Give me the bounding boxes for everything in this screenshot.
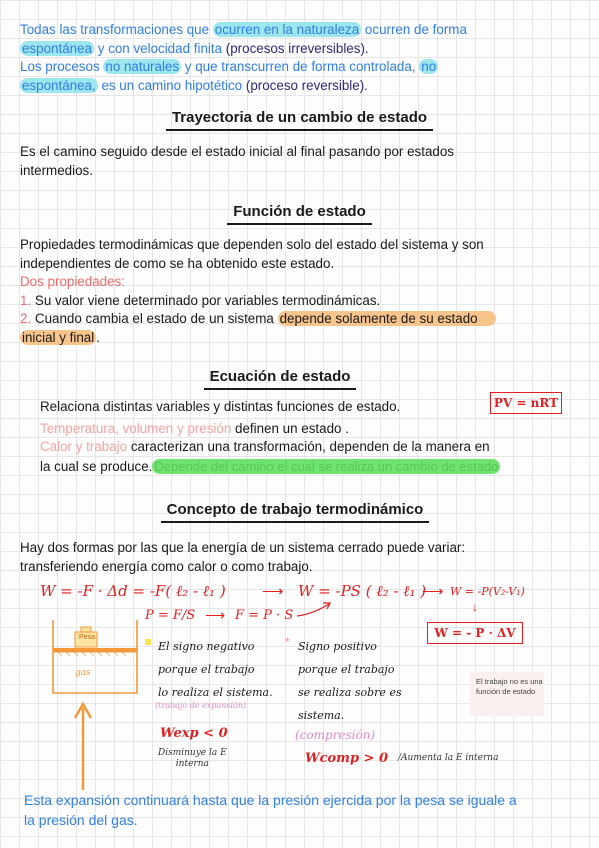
highlight-espontanea: espontánea	[22, 40, 92, 56]
side-note-text: El trabajo no es una función de estado	[476, 677, 543, 696]
compresion-label: (compresión)	[295, 728, 376, 742]
disminuye-note: Disminuye la E interna	[158, 748, 227, 769]
wexp-formula: Wexp < 0	[160, 726, 228, 741]
heading-trabajo: Concepto de trabajo termodinámico	[0, 501, 590, 523]
intro-paragraph	[20, 21, 585, 95]
curved-arrow-icon	[295, 600, 335, 620]
trayectoria-paragraph: Es el camino seguido desde el estado inicial al final pasando por estados intermedios.	[20, 144, 454, 178]
negative-sign-note: El signo negativo porque el trabajo lo realiza el sistema.	[158, 640, 273, 699]
intro-line-3: Los procesos no naturales y que transcurren de forma controlada, no	[20, 59, 437, 74]
propiedad-1: 1. Su valor viene determinado por variables termodinámicas.	[20, 292, 381, 308]
ecuacion-line-4: la cual se produce. Depende del camino el cual se realiza un cambio de estado	[40, 459, 499, 474]
arrow-right-icon: ⟶	[422, 583, 444, 600]
formula-trabajo-presion: W = -PS ( ℓ₂ - ℓ₁ )	[298, 582, 427, 600]
formula-w-p-dv: W = - P · ΔV	[427, 622, 523, 644]
funcion-paragraph: Propiedades termodinámicas que dependen solo del estado del sistema y son independientes de como se ha obtenido este estado. Dos propiedades: 1. Su valor viene determinado por variables termodinámicas. 2. Cuando cambia el estado de un sistema depende solamente de su estado inicial y final .	[20, 236, 590, 347]
arrow-right-icon: ⟶	[205, 607, 226, 623]
heading-trayectoria: Trayectoria de un cambio de estado	[0, 109, 599, 131]
formula-pv-nrt: PV = nRT	[490, 392, 562, 414]
pesa-label: Pesa	[79, 634, 95, 641]
bullet-yellow-icon	[145, 639, 151, 645]
highlight-no-naturales: no naturales	[105, 59, 180, 74]
highlight-depende-estado: depende solamente de su estado	[278, 311, 496, 326]
formula-trabajo-fuerza: W = -F · Δd = -F( ℓ₂ - ℓ₁ )	[40, 582, 226, 600]
dos-propiedades-label: Dos propiedades:	[20, 274, 125, 289]
formula-p-f-s: P = F/S	[145, 608, 196, 623]
formula-f-p-s: F = P · S	[235, 608, 294, 623]
piston-diagram	[50, 618, 140, 793]
aumenta-note: /Aumenta la E interna	[398, 753, 499, 763]
asterisk-icon: *	[285, 635, 290, 649]
positive-sign-note: Signo positivo porque el trabajo se realiza sobre es sistema.	[298, 640, 402, 722]
highlight-naturaleza: ocurren en la naturaleza	[214, 22, 360, 37]
arrow-down-icon: ↓	[472, 600, 478, 614]
trabajo-expansion-label: (trabajo de expansión)	[155, 701, 247, 710]
intro-line-1: Todas las transformaciones que ocurren en la naturaleza ocurren de forma	[20, 22, 467, 37]
heading-funcion-estado: Función de estado	[0, 203, 599, 225]
highlight-depende-camino: Depende del camino el cual se realiza un cambio de estado	[154, 459, 499, 474]
trabajo-paragraph: Hay dos formas por las que la energía de un sistema cerrado puede variar: transferiendo energía como calor o como trabajo.	[20, 540, 466, 574]
gas-label: gas	[75, 668, 91, 678]
footer-paragraph: Esta expansión continuará hasta que la presión ejercida por la pesa se iguale a la presión del gas.	[24, 792, 517, 828]
wcomp-formula: Wcomp > 0	[305, 751, 389, 766]
highlight-no: no	[421, 59, 437, 74]
propiedad-2-cont: inicial y final .	[22, 329, 100, 345]
highlight-inicial-final: inicial y final	[22, 329, 95, 345]
formula-trabajo-volumen: W = -P(V₂-V₁)	[450, 585, 525, 598]
intro-line-4: espontánea, es un camino hipotético (proceso reversible).	[22, 77, 368, 93]
highlight-espontanea-2: espontánea,	[22, 77, 96, 93]
ecuacion-paragraph: Relaciona distintas variables y distintas funciones de estado. Temperatura, volumen y presión definen un estado . Calor y trabajo caracterizan una transformación, dependen de la manera en	[40, 399, 490, 454]
intro-line-2: espontánea y con velocidad finita (procesos irreversibles).	[22, 40, 369, 56]
arrow-right-icon: ⟶	[262, 583, 284, 600]
propiedad-2: 2. Cuando cambia el estado de un sistema depende solamente de su estado	[20, 310, 590, 329]
heading-ecuacion-estado: Ecuación de estado	[0, 368, 560, 390]
